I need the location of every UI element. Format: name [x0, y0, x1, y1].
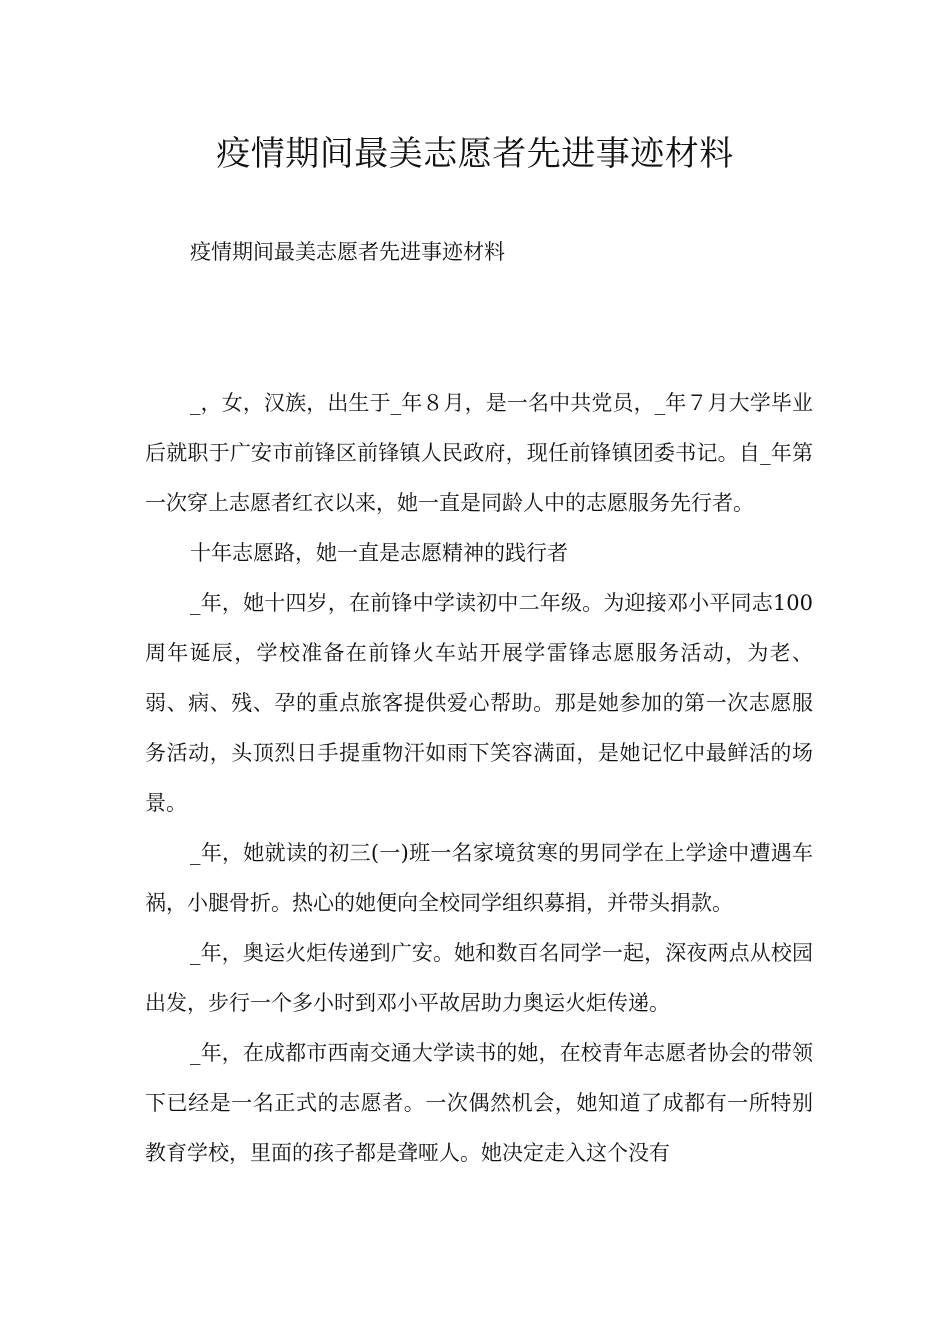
paragraph-university: _年，在成都市西南交通大学读书的她，在校青年志愿者协会的带领下已经是一名正式的志愿者。一次偶然机会，她知道了成都有一所特别教育学校，里面的孩子都是聋哑人。她决定走入这个没有 [145, 1041, 813, 1165]
paragraph-intro: _，女，汉族，出生于_年８月，是一名中共党员，_年７月大学毕业后就职于广安市前锋区前锋镇人民政府，现任前锋镇团委书记。自_年第一次穿上志愿者红衣以来，她一直是同龄人中的志愿服务先行者。 [145, 391, 813, 515]
document-title: 疫情期间最美志愿者先进事迹材料 [216, 134, 734, 174]
document-subtitle: 疫情期间最美志愿者先进事迹材料 [190, 240, 505, 264]
paragraph-first-service: _年，她十四岁，在前锋中学读初中二年级。为迎接邓小平同志100周年诞辰，学校准备在前锋火车站开展学雷锋志愿服务活动，为老、弱、病、残、孕的重点旅客提供爱心帮助。那是她参加的第一次志愿服务活动，头顶烈日手提重物汗如雨下笑容满面，是她记忆中最鲜活的场景。 [145, 591, 813, 815]
paragraph-heading: 十年志愿路，她一直是志愿精神的践行者 [190, 541, 568, 565]
document-body [145, 378, 813, 1178]
paragraph-olympic-torch: _年，奥运火炬传递到广安。她和数百名同学一起，深夜两点从校园出发，步行一个多小时到邓小平故居助力奥运火炬传递。 [145, 941, 813, 1015]
paragraph-donation: _年，她就读的初三(一)班一名家境贫寒的男同学在上学途中遭遇车祸，小腿骨折。热心的她便向全校同学组织募捐，并带头捐款。 [145, 841, 813, 915]
